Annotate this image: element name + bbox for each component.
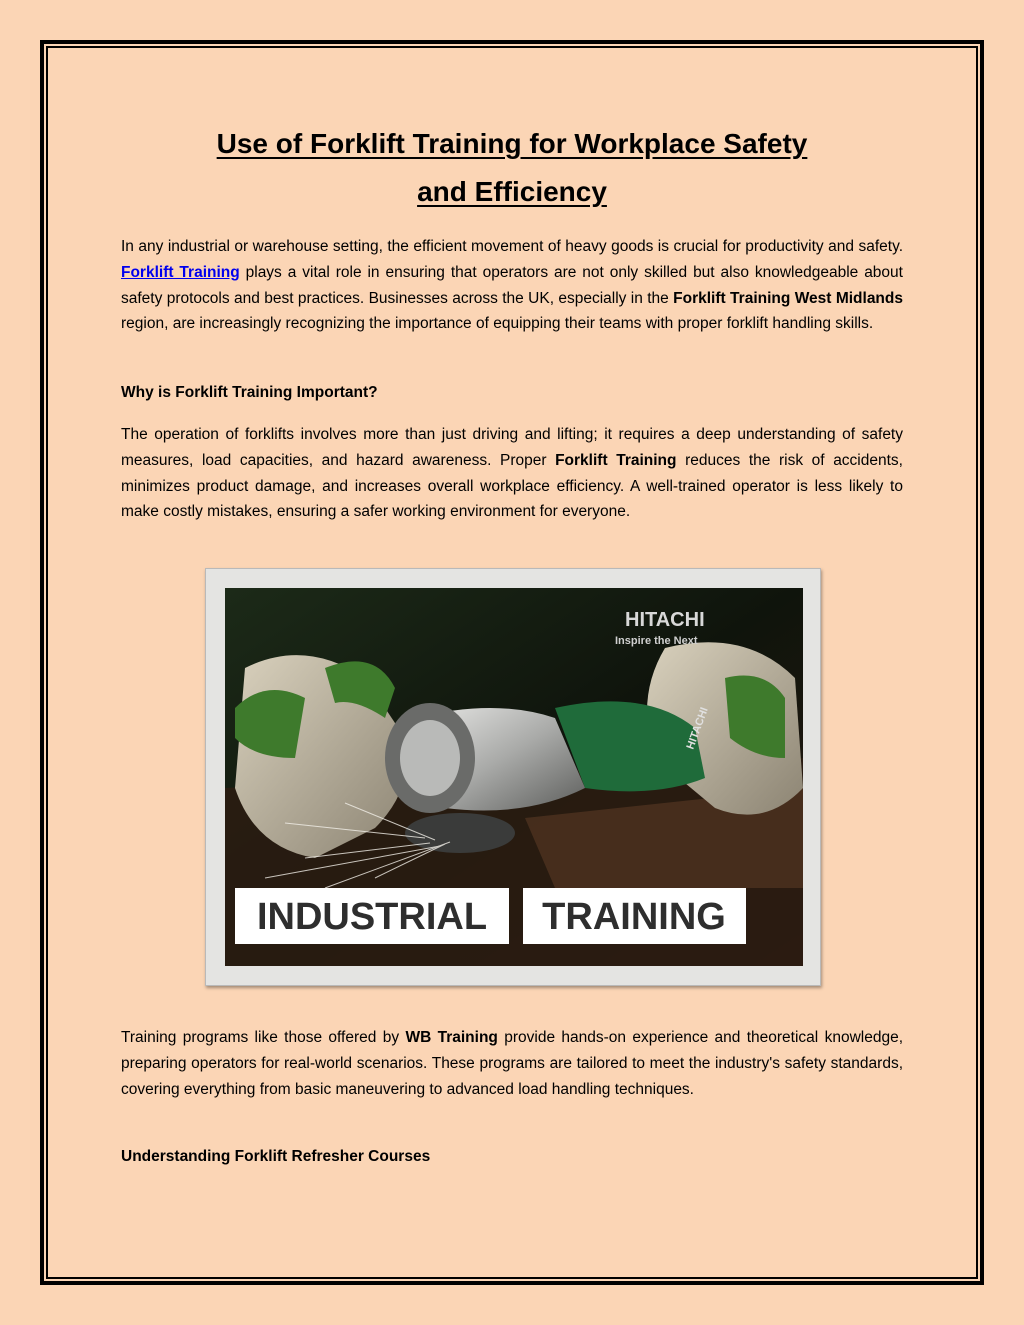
title-line-2: and Efficiency (417, 176, 607, 207)
importance-text-1: The operation of forklifts involves more than just driving and lifting; it requires a deep understanding of safety measures, load capacities, and hazard awareness. Proper (121, 426, 903, 469)
forklift-training-link[interactable]: Forklift Training (121, 263, 240, 281)
importance-bold: Forklift Training (555, 451, 677, 469)
intro-bold-region: Forklift Training West Midlands (673, 289, 903, 307)
document-title (120, 120, 904, 216)
hitachi-brand-text: HITACHI (625, 609, 705, 631)
tool-label-text: HITACHI (684, 705, 711, 752)
intro-paragraph (121, 234, 903, 337)
caption-training: TRAINING (542, 896, 726, 938)
hitachi-tagline-text: Inspire the Next (615, 635, 698, 647)
programs-bold: WB Training (405, 1029, 498, 1046)
caption-industrial: INDUSTRIAL (256, 896, 488, 938)
intro-text-1: In any industrial or warehouse setting, the efficient movement of heavy goods is crucial for productivity and safety. (121, 238, 903, 255)
importance-text-2: reduces the risk of accidents, minimizes product damage, and increases overall workplace efficiency. A well-trained operator is less likely to make costly mistakes, ensuring a safer working environment for everyone. (121, 451, 903, 521)
programs-text-1: Training programs like those offered by (121, 1029, 406, 1046)
intro-text-2: plays a vital role in ensuring that operators are not only skilled but also knowledgeable about safety protocols and best practices. Businesses across the UK, especially in the (121, 263, 903, 307)
programs-paragraph (121, 1025, 903, 1102)
industrial-training-photo (225, 588, 803, 966)
section-heading-importance: Why is Forklift Training Important? (121, 384, 378, 401)
importance-paragraph (121, 422, 903, 525)
intro-text-3: region, are increasingly recognizing the importance of equipping their teams with proper forklift handling skills. (121, 315, 874, 333)
programs-text-2: provide hands-on experience and theoretical knowledge, preparing operators for real-world scenarios. These programs are tailored to meet the industry's safety standards, covering everything from basic maneuvering to advanced load handling techniques. (121, 1029, 903, 1098)
title-line-1: Use of Forklift Training for Workplace Safety (216, 128, 808, 159)
section-heading-refresher: Understanding Forklift Refresher Courses (121, 1148, 431, 1165)
